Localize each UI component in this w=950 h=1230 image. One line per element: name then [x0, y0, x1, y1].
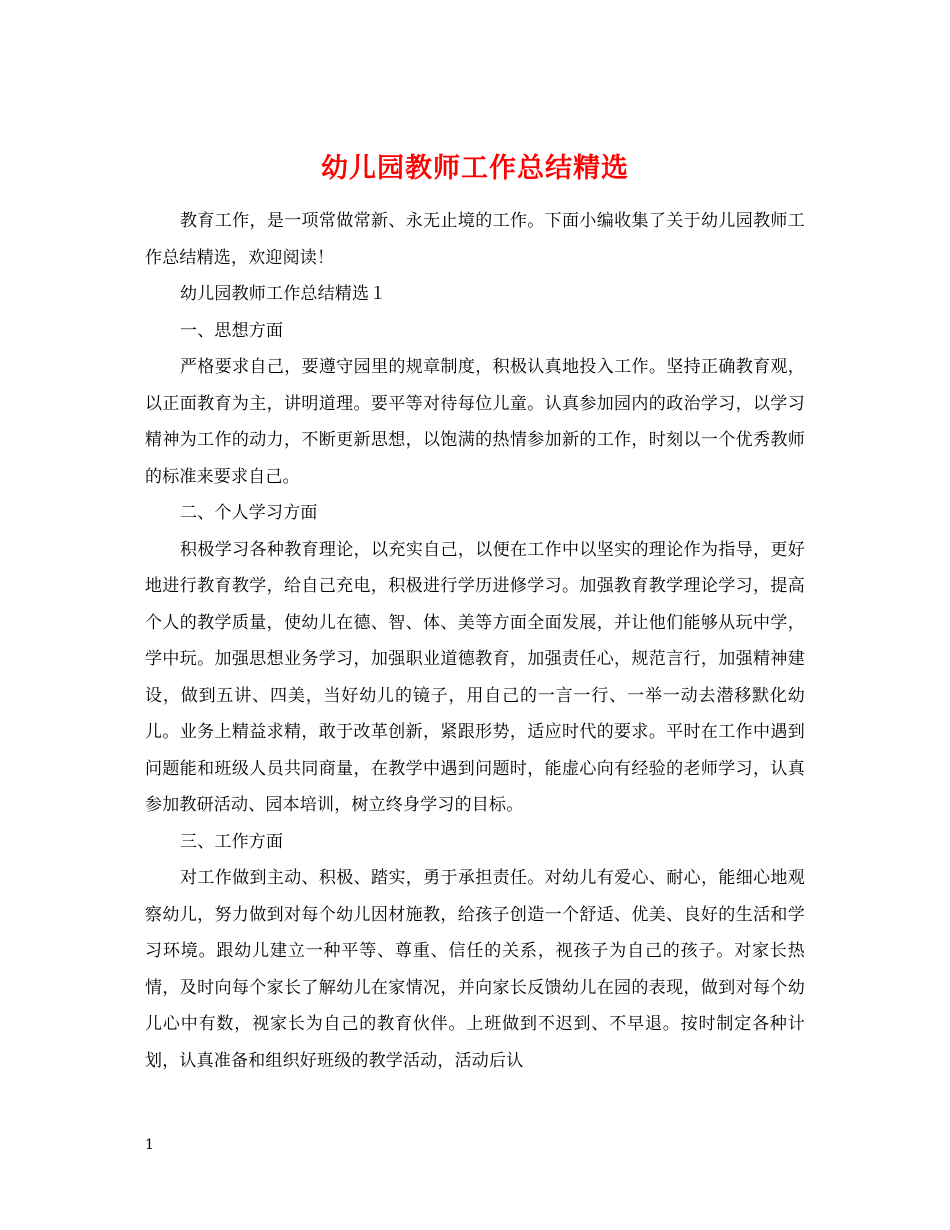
- paragraph-study: 积极学习各种教育理论，以充实自己，以便在工作中以坚实的理论作为指导，更好地进行教育教学，给自己充电，积极进行学历进修学习。加强教育教学理论学习，提高个人的教学质量，使幼儿在德、智、体、美等方面全面发展，并让他们能够从玩中学，学中玩。加强思想业务学习，加强职业道德教育，加强责任心，规范言行，加强精神建设，做到五讲、四美，当好幼儿的镜子，用自己的一言一行、一举一动去潜移默化幼儿。业务上精益求精，敢于改革创新，紧跟形势，适应时代的要求。平时在工作中遇到问题能和班级人员共同商量，在教学中遇到问题时，能虚心向有经验的老师学习，认真参加教研活动、园本培训，树立终身学习的目标。: [145, 539, 805, 815]
- intro-paragraph: 教育工作，是一项常做常新、永无止境的工作。下面小编收集了关于幼儿园教师工作总结精选，欢迎阅读！: [145, 211, 805, 268]
- document-title: 幼儿园教师工作总结精选: [321, 153, 629, 185]
- page-number: 1: [145, 1137, 154, 1153]
- section-heading-summary-1: 幼儿园教师工作总结精选１: [180, 284, 387, 304]
- document-body: [145, 203, 805, 1079]
- section-heading-work: 三、工作方面: [180, 831, 284, 852]
- section-heading-study: 二、个人学习方面: [180, 503, 318, 523]
- section-heading-thought: 一、思想方面: [180, 320, 284, 341]
- paragraph-work: 对工作做到主动、积极、踏实，勇于承担责任。对幼儿有爱心、耐心，能细心地观察幼儿，努力做到对每个幼儿因材施教，给孩子创造一个舒适、优美、良好的生活和学习环境。跟幼儿建立一种平等、尊重、信任的关系，视孩子为自己的孩子。对家长热情，及时向每个家长了解幼儿在家情况，并向家长反馈幼儿在园的表现，做到对每个幼儿心中有数，视家长为自己的教育伙伴。上班做到不迟到、不早退。按时制定各种计划，认真准备和组织好班级的教学活动，活动后认: [145, 868, 805, 1071]
- paragraph-thought: 严格要求自己，要遵守园里的规章制度，积极认真地投入工作。坚持正确教育观，以正面教育为主，讲明道理。要平等对待每位儿童。认真参加园内的政治学习，以学习精神为工作的动力，不断更新思想，以饱满的热情参加新的工作，时刻以一个优秀教师的标准来要求自己。: [145, 357, 805, 487]
